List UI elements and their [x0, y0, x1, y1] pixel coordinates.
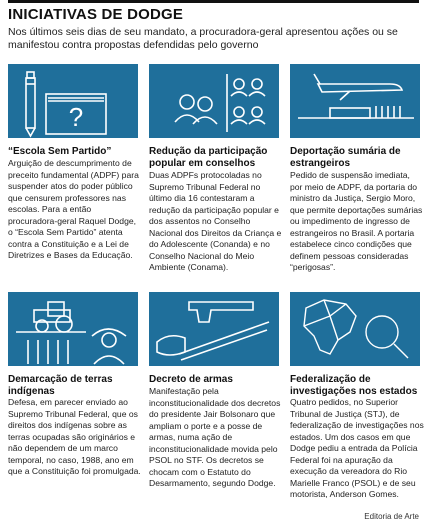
- card-title-deportacao: Deportação sumária de estrangeiros: [290, 146, 401, 169]
- card-body-federalizacao: Quatro pedidos, no Superior Tribunal de Justiça (STJ), de federalização de investigações nos estados. Um dos casos em que Dodge pediu a entrada da Polícia Federal foi na apuração da execução da vereadora do Rio Marielle Franco (PSOL) e de seu motorista, Anderson Gomes.: [290, 397, 424, 499]
- illustration-panel-armas: [149, 292, 279, 366]
- card-body-indigenas: Defesa, em parecer enviado ao Supremo Tribunal Federal, que os direitos dos indígenas sobre as terras ocupadas são originários e não dependem de um marco temporal, no caso, 1988, ano em que a Constituição foi promulgada.: [8, 397, 141, 476]
- card-title-indigenas: Demarcação de terras indígenas: [8, 374, 113, 397]
- guns-hand-icon: [149, 292, 279, 366]
- illustration-panel-escola: [8, 64, 138, 138]
- card-title-federalizacao: Federalização de investigações nos estados: [290, 374, 418, 397]
- svg-text:?: ?: [68, 102, 84, 132]
- illustration-panel-deportacao: [290, 64, 420, 138]
- card-body-deportacao: Pedido de suspensão imediata, por meio de ADPF, da portaria do ministro da Justiça, Sergio Moro, que permite deportações sumárias ou impedimento de ingresso de estrangeiros no Brasil. A portaria estabelece cinco condições que definem pessoas consideradas “perigosas”.: [290, 170, 423, 272]
- page-title: INICIATIVAS DE DODGE: [8, 6, 184, 23]
- card-title-escola: “Escola Sem Partido”: [8, 146, 112, 157]
- tractor-indigenous-icon: [8, 292, 138, 366]
- card-title-armas: Decreto de armas: [149, 374, 233, 385]
- map-magnifier-icon: [290, 292, 420, 366]
- credit-label: Editoria de Arte: [364, 512, 419, 521]
- airplane-deportation-icon: [290, 64, 420, 138]
- card-body-armas: Manifestação pela inconstitucionalidade dos decretos do presidente Jair Bolsonaro que ampliam o porte e a posse de armas, numa ação de inconstitucionalidade movida pelo PSOL no STF. Os decretos se chocam com o Estatuto do Desarmamento, segundo Dodge.: [149, 386, 281, 488]
- book-pencil-question-icon: [8, 64, 138, 138]
- people-council-icon: [149, 64, 279, 138]
- card-title-conselhos: Redução da participação popular em conselhos: [149, 146, 268, 169]
- illustration-panel-federalizacao: [290, 292, 420, 366]
- card-body-conselhos: Duas ADPFs protocoladas no Supremo Tribunal Federal no último dia 16 contestaram a redução da participação popular e dos assentos no Conselho Nacional dos Direitos da Criança e do Adolescente (Conanda) e no Conselho Nacional do Meio Ambiente (Conama).: [149, 170, 282, 272]
- illustration-panel-conselhos: [149, 64, 279, 138]
- card-body-escola: Arguição de descumprimento de preceito fundamental (ADPF) para suspender atos do poder público que censurem professores nas escolas. Para a então procuradora-geral Raquel Dodge, o “Escola Sem Partido” atenta contra a Constituição e a Lei de Diretrizes e Bases da Educação.: [8, 158, 139, 260]
- illustration-panel-indigenas: [8, 292, 138, 366]
- page-subtitle: Nos últimos seis dias de seu mandato, a procuradora-geral apresentou ações ou se manifestou contra propostas defendidas pelo governo: [8, 26, 398, 51]
- top-rule: [8, 0, 419, 3]
